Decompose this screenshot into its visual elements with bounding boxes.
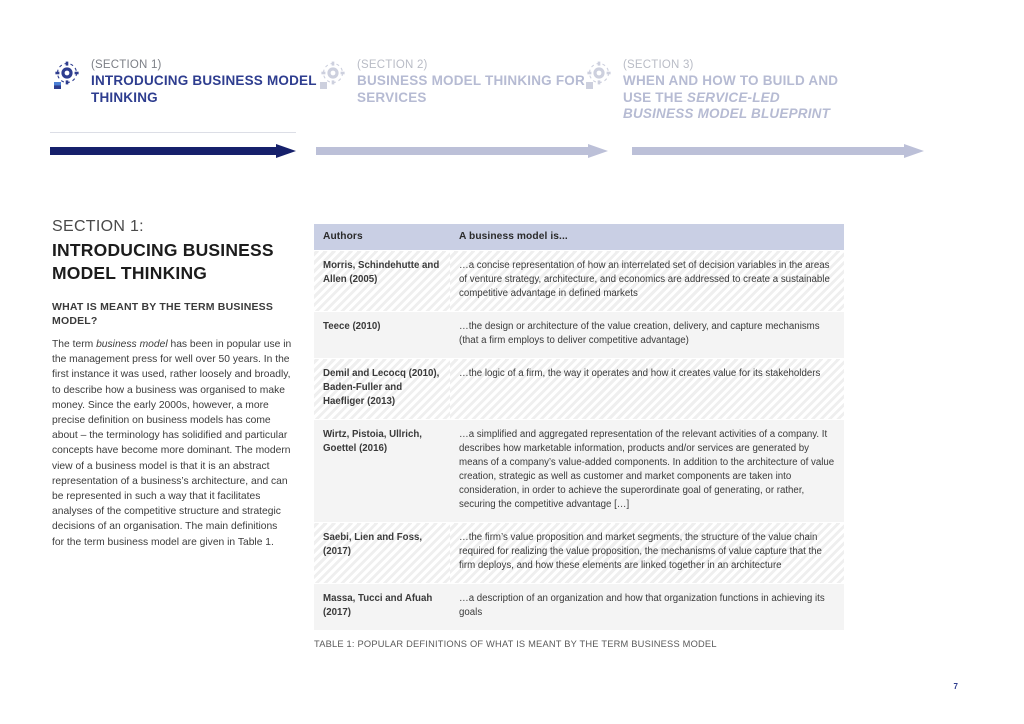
table-caption: TABLE 1: POPULAR DEFINITIONS OF WHAT IS MEANT BY THE TERM BUSINESS MODEL	[314, 639, 717, 649]
gear-network-icon	[50, 60, 84, 94]
subsection-heading: WHAT IS MEANT BY THE TERM BUSINESS MODEL?	[52, 301, 274, 327]
section-nav-kicker-2: (SECTION 2)	[357, 59, 428, 71]
progress-arrow-1	[50, 144, 296, 158]
section-nav-header-1	[50, 58, 322, 118]
cell-definition: …a description of an organization and how that organization functions in achieving its goals	[450, 584, 844, 631]
divider-rule	[50, 132, 296, 133]
section-nav-kicker-3: (SECTION 3)	[623, 59, 694, 71]
progress-arrow-3-tip	[904, 144, 924, 158]
left-column	[52, 218, 292, 550]
section-nav-title-2: BUSINESS MODEL THINKING FOR SERVICES	[357, 73, 585, 105]
table-row	[314, 251, 844, 312]
column-header-authors: Authors	[314, 224, 450, 251]
section-nav-title-3-text: WHEN AND HOW TO BUILD AND USE THE	[623, 73, 839, 105]
table-header-row	[314, 224, 844, 251]
gear-network-icon	[316, 60, 350, 94]
table-row	[314, 584, 844, 631]
table-row	[314, 523, 844, 584]
progress-arrow-2-tip	[588, 144, 608, 158]
cell-definition: …a simplified and aggregated representation of the relevant activities of a company. It describes how marketable information, products and/or services are generated by means of a company’s value-added components. In addition to the architecture of value creation, strategic as well as customer and market components are taken into consideration, in order to achieve the superordinate goal of generating, or rather, securing the competitive advantage […]	[450, 420, 844, 523]
page-title: INTRODUCING BUSINESS MODEL THINKING	[52, 240, 274, 283]
definitions-table-wrapper	[314, 224, 844, 649]
table-row	[314, 420, 844, 523]
cell-authors: Massa, Tucci and Afuah (2017)	[314, 584, 450, 631]
section-navigation	[50, 58, 980, 168]
definitions-table	[314, 224, 844, 630]
section-nav-kicker-1: (SECTION 1)	[91, 59, 162, 71]
progress-arrow-3	[632, 144, 924, 158]
column-header-definition: A business model is...	[450, 224, 844, 251]
cell-authors: Demil and Lecocq (2010), Baden-Fuller and Haefliger (2013)	[314, 359, 450, 420]
cell-definition: …the firm’s value proposition and market segments, the structure of the value chain required for realizing the value proposition, the mechanisms of value capture that the firm deploys, and how these elements are linked together in an architecture	[450, 523, 844, 584]
section-nav-title-3	[623, 73, 854, 123]
progress-arrow-2-bar	[316, 147, 588, 155]
section-nav-title-3-emphasis: SERVICE-LED BUSINESS MODEL BLUEPRINT	[623, 89, 831, 121]
section-nav-header-3	[582, 58, 854, 123]
body-paragraph	[52, 337, 292, 550]
progress-arrow-2	[316, 144, 608, 158]
gear-network-icon	[582, 60, 616, 94]
progress-arrow-1-bar	[50, 147, 276, 155]
section-nav-item-3[interactable]	[582, 58, 854, 123]
section-nav-item-2[interactable]	[316, 58, 588, 118]
table-row	[314, 312, 844, 359]
section-nav-title-1: INTRODUCING BUSINESS MODEL THINKING	[91, 73, 317, 105]
page-number: 7	[953, 682, 958, 691]
cell-definition: …the logic of a firm, the way it operates and how it creates value for its stakeholders	[450, 359, 844, 420]
body-paragraph-post: has been in popular use in the management press for well over 50 years. In the first instance it was used, rather loosely and broadly, to describe how a business was organised to make money. Since the early 2000s, however, a more precise definition on business models has come about – the terminology has solidified and particular concepts have become more dominant. The modern view of a business model is that it is an abstract representation of a business’s architecture, and can be represented in such a way that it facilitates analyses of the competitive structure and strategic decisions of an organisation. The main definitions for the term business model are given in Table 1.	[52, 339, 292, 548]
progress-arrow-3-bar	[632, 147, 904, 155]
section-label: SECTION 1:	[52, 218, 144, 235]
cell-authors: Teece (2010)	[314, 312, 450, 359]
cell-definition: …the design or architecture of the value creation, delivery, and capture mechanisms (that a firm employs to deliver competitive advantage)	[450, 312, 844, 359]
cell-authors: Wirtz, Pistoia, Ullrich, Goettel (2016)	[314, 420, 450, 523]
cell-authors: Saebi, Lien and Foss, (2017)	[314, 523, 450, 584]
body-paragraph-pre: The term	[52, 339, 97, 350]
section-nav-header-2	[316, 58, 588, 118]
table-row	[314, 359, 844, 420]
progress-arrow-1-tip	[276, 144, 296, 158]
cell-definition: …a concise representation of how an interrelated set of decision variables in the areas of venture strategy, architecture, and economics are addressed to create a sustainable competitive advantage in defined markets	[450, 251, 844, 312]
section-nav-item-1[interactable]	[50, 58, 322, 118]
cell-authors: Morris, Schindehutte and Allen (2005)	[314, 251, 450, 312]
body-paragraph-emphasis: business model	[96, 339, 168, 350]
